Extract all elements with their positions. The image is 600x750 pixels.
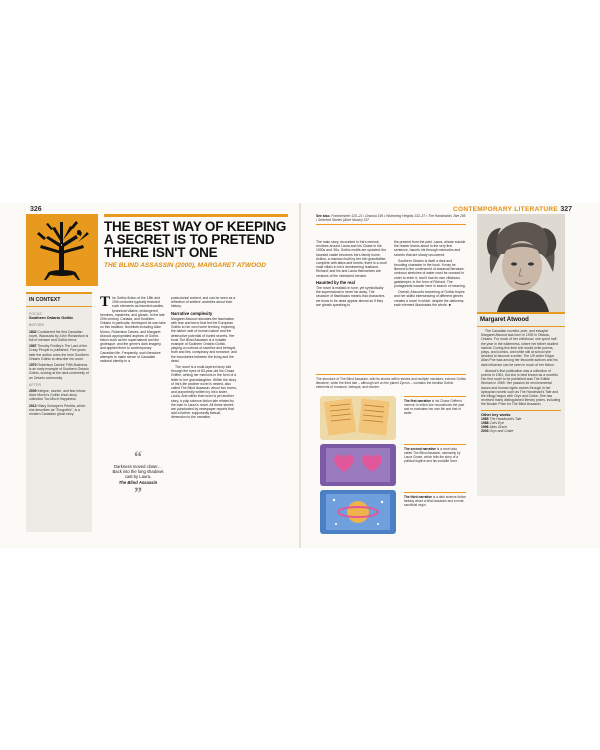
headline-subtitle: THE BLIND ASSASSIN (2000), MARGARET ATWOOD [104,262,266,269]
author-portrait [477,214,565,312]
headline-rule [104,214,288,217]
right-page-number: 327 [560,206,572,213]
context-item: 1832 Considered the first Canadian novel, Wacousta by John Richardson is full of menace and Gothic terror. [29,329,89,343]
see-also-label: See also: [316,214,331,218]
author-bio-body [477,327,565,436]
context-item: 2012 Hilary Scharper's Perdita, which she describes as "Ecogothic", is a modern Canadian ghost story. [29,403,86,417]
left-page-number: 326 [30,206,42,213]
author-bio-box [477,312,565,496]
body-paragraph: he Gothic fiction of the 18th and 19th centuries typically featured such elements as haunted castles, tyrannical villains, endangered heroines, mysteries, and ghosts. In the late 20th century, Canada, and Southern Ontario in particular, developed its own take on this tradition. Novelists including Alice Munro, Robertson Davies, and Margaret Atwood appropriated aspects of Gothic fiction such as the supernatural and the grotesque, and the genre's dark imagery, and applied them to contemporary Canadian life. Frequently, such literature attempts to make sense of Canadian national identity in a [100,296,166,364]
in-context-heading: IN CONTEXT [26,292,92,307]
body-paragraph: postcolonial context, and can be seen as a reflection of settlers' anxieties about their history. [171,296,236,309]
bio-paragraph: Atwood's first publication was a collection of poems in 1961, but she is best known as a novelist. Her first novel to be published was The Edible Woman in 1969. Her passion for environmental issues and human rights comes through in her dystopian novels such as The Handmaid's Tale and the trilogy begun with Oryx and Crake. She has received many distinguished literary prizes, including the Booker Prize for The Blind Assassin. [481,368,561,407]
see-also [316,214,466,225]
narrative-description-3: The third narrative is a dark science-fiction fantasy about a blind assassin and a mute sacrificial virgin. [404,492,466,507]
body-paragraph: the present from the past. Laura, whose suicide the reader learns about in the very first sentence, haunts Iris through memories and secrets that are slowly uncovered. [394,240,466,257]
in-context-box [26,292,92,532]
headline-block [104,214,288,269]
open-quote-icon: “ [134,449,142,466]
narrative-description-2: The second narrative is a novel also called The Blind Assassin, ostensibly by Laura Chase, which tells the story of a political fugitive and his socialite lover. [404,444,466,463]
body-column-1 [100,296,166,365]
headline-title: THE BEST WAY OF KEEPING A SECRET IS TO PRETEND THERE ISN'T ONE [104,219,287,260]
body-column-3 [316,240,388,309]
pull-quote [111,449,165,502]
context-item: 2009 Intrigue, murder, and fear infuse Alice Munro's Gothic short-story collection Too Much Happiness. [29,389,86,402]
body-paragraph: The novel is realistic in tone, yet symbolically the supernatural is never far away. The structure of flashbacks means that characters we know to be dead appear almost as if they are ghosts speaking to [316,286,385,307]
body-paragraph: Overall, Atwood's reworking of Gothic tropes and her skilful interweaving of different genres creates a novel in which, despite the darkness, each element illuminates the whole. ■ [394,290,465,307]
work-item: 2003 Oryx and Crake [481,429,514,434]
spine-gutter [299,203,301,548]
author-photo [477,214,565,312]
body-paragraph: The novel is a multi-layered story told through the eyes of 83-year-old Iris Chase Griffen, writing her memoirs in the form of a letter to her granddaughter. Within the story of Iris's life another novel is nested, also called The Blind Assassin, about two lovers, and purportedly written by Iris's sister, Laura. And within that novel is yet another story, a pulp science-fiction tale related by the man in Laura's novel. All these stories are punctuated by newspaper reports that add a further, supposedly factual, dimension to the narrative. [171,365,237,420]
work-item: 1996 Alias Grace [481,425,508,430]
section-heading: Narrative complexity [171,310,213,316]
after-label: AFTER [29,382,42,387]
lovers-hearts-icon [320,444,396,486]
author-name: Margaret Atwood [477,312,565,327]
other-works-heading: Other key works [481,410,561,417]
nested-narratives-illustration [316,394,400,536]
memoir-letters-icon [320,396,396,440]
pull-quote-attribution: The Blind Assassin [118,479,158,485]
running-head: CONTEMPORARY LITERATURE [452,206,558,213]
body-column-4 [394,240,466,309]
in-context-body [26,307,92,418]
focus-value: Southern Ontario Gothic [29,316,74,321]
body-column-2 [171,296,237,422]
body-paragraph: Southern Ontario is itself a dark and brooding character in the book. It may be likened to the underworld of classical literature: ominous stretches of water must be crossed in order to enter it, and it has its own villainous gatekeeper, in the form of Richard. The protagonists wander here in search of meaning. [394,258,466,289]
pull-quote-text: Darkness moved closer… Back into the long shadows cast by Laura. [112,464,164,480]
planet-zycron-icon [320,490,396,534]
close-quote-icon: ” [134,484,142,502]
see-also-list: Frankenstein 120–21 • Dracula 195 • Wuthering Heights 132–37 • The Handmaid's Tale 295 • Selected Stories (Alice Munro) 337 [316,214,466,223]
narrative-description-1: The first narrative is Iris Chase Griffen's memoir, in which she reconstructs the past and re-evaluates her own life and that of sister. [404,396,466,415]
body-paragraph: The main story, recounted in Iris's memoir, revolves around Laura and Iris Chase in the 1930s and '40s. Gothic motifs are updated: the haunted castle becomes Iris's family home, Avilion, a mansion built by her rich grandfather, complete with attics and turrets; there is a cruel male villain in Iris's domineering husband, Richard; and Iris and Laura themselves are versions of the victimized heroine. [316,240,387,278]
bio-paragraph: The Canadian novelist, poet, and essayist Margaret Atwood was born in 1939 in Ottawa, Ontario. For much of her childhood, she spent half the year in the wilderness, where her father studied insects. During this time she would write poems, plays, and comics, and while still at school she decided to become a writer. The US writer Edgar Allan Poe was among her favourite authors and his dark influence can be seen in much of her fiction. [481,329,558,367]
drop-cap: T [100,294,111,310]
section-heading: Haunted by the real [316,279,355,285]
work-item: 1985 The Handmaid's Tale [481,416,522,421]
body-paragraph: Margaret Atwood relocates the fascination with fear and terror that fed the European Gothic to her own home territory, exploring the darker side of human nature and the destructive potential of buried secrets. Her book The Blind Assassin is a notable example of Southern Ontario Gothic, playing on notions of sacrifice and betrayal, truth and lies, conspiracy and romance, and the boundaries between the living and the dead. [171,316,237,363]
work-item: 1988 Cat's Eye [481,421,504,426]
before-label: BEFORE [29,323,45,328]
context-item: 1967 Timothy Findley's The Last of the Crazy People is published. Five years later the author coins the term Southern Ontario Gothic to describe his novel. [29,344,89,361]
context-item: 1970 Robertson Davies' Fifth Business is an early example of Southern Ontario Gothic, looking at the dark underbelly of an Ontario community. [29,363,89,380]
diagram-caption: The structure of The Blind Assassin, with its stories within stories and multiple narrators, echoes Gothic literature, while the third tale – although set on the planet Zycron – contains the familiar Gothic elements of romance, betrayal, and murder. [316,374,466,390]
gothic-tree-icon [32,218,92,282]
focus-label: FOCUS [29,312,42,316]
